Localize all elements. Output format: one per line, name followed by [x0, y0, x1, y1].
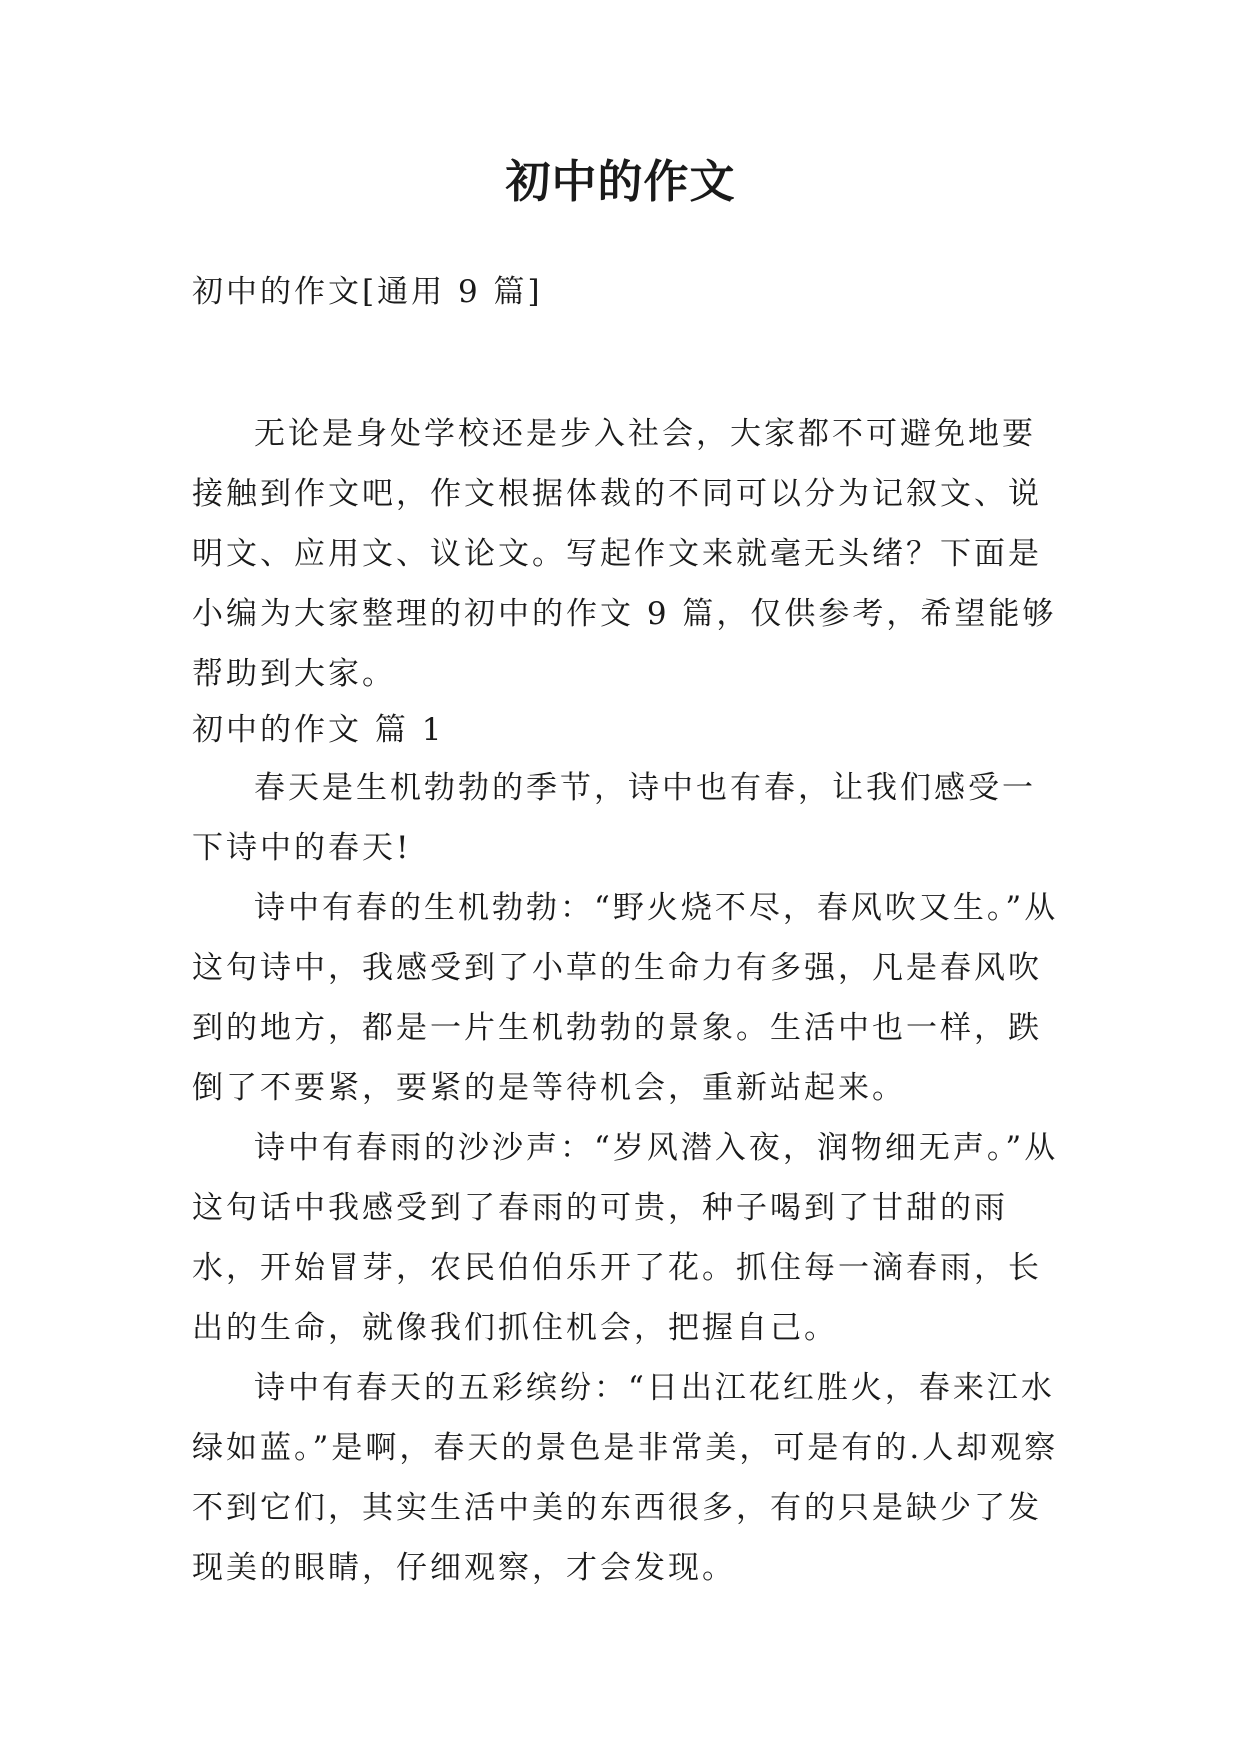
- essay-paragraph: 诗中有春的生机勃勃：“野火烧不尽，春风吹又生。”从这句诗中，我感受到了小草的生命力有多强，凡是春风吹到的地方，都是一片生机勃勃的景象。生活中也一样，跌倒了不要紧，要紧的是等待机会，重新站起来。: [192, 890, 1059, 1106]
- intro-paragraph: [192, 404, 1062, 692]
- section-heading: 初中的作文 篇 1: [192, 712, 445, 748]
- essay-paragraph: 诗中有春雨的沙沙声：“岁风潜入夜，润物细无声。”从这句话中我感受到了春雨的可贵，种子喝到了甘甜的雨水，开始冒芽，农民伯伯乐开了花。抓住每一滴春雨，长出的生命，就像我们抓住机会，把握自己。: [192, 1130, 1059, 1346]
- essay-body: [192, 758, 1062, 1598]
- essay-paragraph: 春天是生机勃勃的季节，诗中也有春，让我们感受一下诗中的春天!: [192, 770, 1036, 866]
- intro-text: 无论是身处学校还是步入社会，大家都不可避免地要接触到作文吧，作文根据体裁的不同可以分为记叙文、说明文、应用文、议论文。写起作文来就毫无头绪？下面是小编为大家整理的初中的作文 9 篇，仅供参考，希望能够帮助到大家。: [192, 416, 1057, 692]
- document-subtitle: 初中的作文[通用 9 篇]: [192, 274, 543, 310]
- essay-paragraph: 诗中有春天的五彩缤纷：“日出江花红胜火，春来江水绿如蓝。”是啊，春天的景色是非常美，可是有的.人却观察不到它们，其实生活中美的东西很多，有的只是缺少了发现美的眼睛，仔细观察，才会发现。: [192, 1370, 1059, 1586]
- document-title: 初中的作文: [505, 155, 736, 208]
